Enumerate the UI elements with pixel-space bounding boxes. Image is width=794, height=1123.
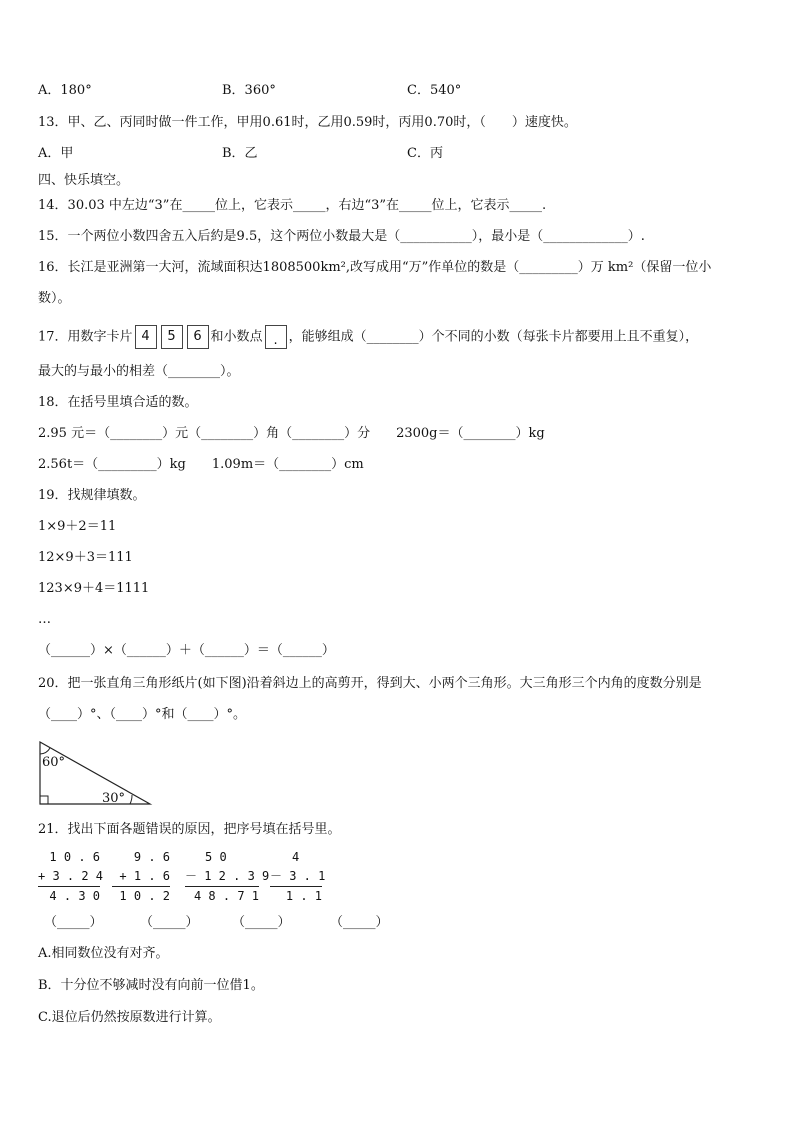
q18-line2: 2.56t＝（_________）kg 1.09m＝（________）cm bbox=[38, 457, 364, 472]
bottom-angle-arc bbox=[130, 795, 132, 804]
angle-label-60: 60° bbox=[42, 755, 66, 770]
q16-line2: 数）。 bbox=[38, 291, 71, 306]
q12-option-a: A．180° bbox=[38, 83, 92, 98]
q17-line1 bbox=[38, 325, 698, 349]
q21-reason-c: C.退位后仍然按原数进行计算。 bbox=[38, 1010, 221, 1025]
q16-line1: 16．长江是亚洲第一大河，流域面积达1808500km²,改写成用“万”作单位的数是（_________）万 km²（保留一位小 bbox=[38, 260, 712, 275]
q12-option-c: C．540° bbox=[407, 83, 462, 98]
top-angle-arc bbox=[40, 748, 50, 754]
triangle-outline bbox=[40, 742, 150, 804]
result: 1 . 1 bbox=[270, 886, 322, 906]
q21-blank-1: （_____） bbox=[44, 915, 103, 930]
operand-top: 5 0 bbox=[205, 850, 227, 864]
q19-row-3: 123×9＋4＝1111 bbox=[38, 581, 150, 596]
arith-problem-1 bbox=[38, 848, 104, 906]
operand-bottom: + 1 . 6 bbox=[119, 869, 170, 883]
q21-blank-2: （_____） bbox=[140, 915, 199, 930]
operand-top: 1 0 . 6 bbox=[49, 850, 100, 864]
operand-top: 4 bbox=[292, 850, 300, 864]
arith-problem-4 bbox=[270, 848, 326, 906]
angle-label-30: 30° bbox=[102, 791, 126, 806]
q21-blank-3: （_____） bbox=[232, 915, 291, 930]
q21-title: 21．找出下面各题错误的原因，把序号填在括号里。 bbox=[38, 822, 341, 837]
q18-line1: 2.95 元＝（________）元（________）角（________）分 2300g＝（________）kg bbox=[38, 426, 545, 441]
q13-option-a: A．甲 bbox=[38, 146, 74, 161]
q13-text: 13．甲、乙、丙同时做一件工作，甲用0.61时，乙用0.59时，丙用0.70时，（ ）速度快。 bbox=[38, 115, 577, 130]
q13-option-c: C．丙 bbox=[407, 146, 443, 161]
q19-title: 19．找规律填数。 bbox=[38, 488, 146, 503]
q15-text: 15．一个两位小数四舍五入后約是9.5，这个两位小数最大是（___________），最小是（_____________）. bbox=[38, 229, 645, 244]
q17-mid: 和小数点 bbox=[210, 329, 263, 345]
q20-line2: （____）°、（____）°和（____）°。 bbox=[38, 707, 247, 722]
q18-title: 18．在括号里填合适的数。 bbox=[38, 395, 198, 410]
q19-row-1: 1×9＋2＝11 bbox=[38, 519, 117, 534]
operand-top: 9 . 6 bbox=[133, 850, 170, 864]
result: 4 8 . 7 1 bbox=[185, 886, 259, 906]
q17-prefix: 17．用数字卡片 bbox=[38, 329, 133, 345]
section-heading: 四、快乐填空。 bbox=[38, 173, 130, 188]
operand-bottom: － 1 2 . 3 9 bbox=[185, 869, 270, 883]
arith-problem-3 bbox=[185, 848, 270, 906]
q12-option-b: B．360° bbox=[222, 83, 276, 98]
digit-card-5: 5 bbox=[161, 325, 183, 349]
q19-ellipsis: … bbox=[38, 612, 51, 627]
result: 1 0 . 2 bbox=[112, 886, 170, 906]
q19-blank: （______）×（______）＋（______）＝（______） bbox=[38, 643, 335, 658]
right-triangle-figure bbox=[36, 738, 156, 808]
q17-suffix: ，能够组成（________）个不同的小数（每张卡片都要用上且不重复）， bbox=[288, 329, 699, 345]
q13-option-b: B．乙 bbox=[222, 146, 258, 161]
operand-bottom: + 3 . 2 4 bbox=[38, 869, 104, 883]
digit-card-6: 6 bbox=[187, 325, 209, 349]
decimal-point-card: . bbox=[265, 325, 287, 349]
operand-bottom: － 3 . 1 bbox=[270, 869, 326, 883]
q17-line2: 最大的与最小的相差（________）。 bbox=[38, 364, 240, 379]
q21-reason-a: A.相同数位没有对齐。 bbox=[38, 946, 169, 961]
q21-blank-4: （_____） bbox=[330, 915, 389, 930]
q21-reason-b: B．十分位不够减时没有向前一位借1。 bbox=[38, 978, 264, 993]
digit-card-4: 4 bbox=[135, 325, 157, 349]
result: 4 . 3 0 bbox=[38, 886, 100, 906]
q14-text: 14．30.03 中左边“3”在_____位上，它表示_____，右边“3”在_____位上，它表示_____. bbox=[38, 198, 547, 213]
q19-row-2: 12×9＋3＝111 bbox=[38, 550, 133, 565]
right-angle-mark bbox=[40, 796, 48, 804]
q20-line1: 20．把一张直角三角形纸片(如下图)沿着斜边上的高剪开，得到大、小两个三角形。大三角形三个内角的度数分别是 bbox=[38, 676, 702, 691]
arith-problem-2 bbox=[112, 848, 170, 906]
